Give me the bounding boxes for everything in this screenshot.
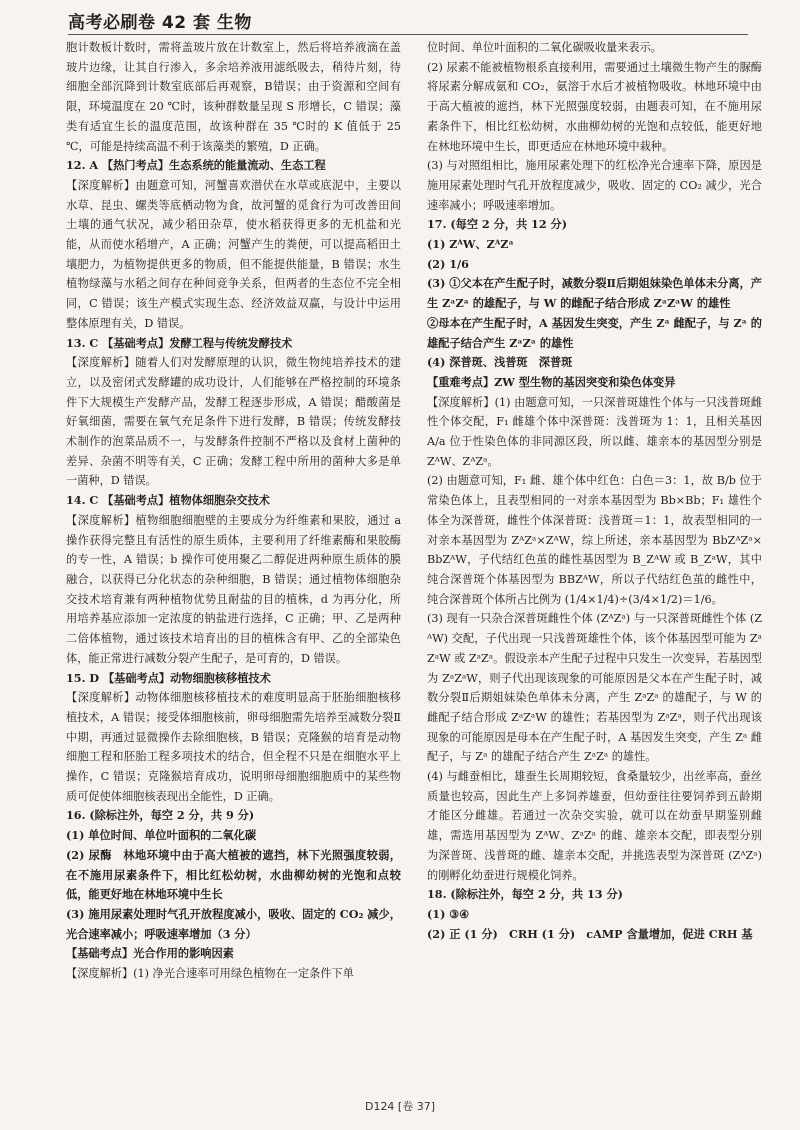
- q17-answer-4: (4) 深普斑、浅普斑 深普斑: [427, 355, 573, 370]
- q14-answer-line: 14. C 【基础考点】植物体细胞杂交技术: [66, 493, 270, 508]
- page-header: [68, 8, 748, 35]
- q14-explanation: 【深度解析】植物细胞细胞壁的主要成分为纤维素和果胶，通过 a 操作获得完整且有活性的原生质体，主要利用了纤维素酶和果胶酶的专一性，A 错误；b 操作可使用聚乙二醇促进两种原生质体的膜融合，以获得已分化状态的杂种细胞，B 错误；通过植物体细胞杂交技术培育兼有两种植物优势且耐盐的目的植株，d 为再分化，所用培养基应添加一定浓度的钠盐进行选择，C 正确；甲、乙是两种二倍体植物，通过该技术培育出的目的植株含有甲、乙的全部染色体，能正常进行减数分裂产生配子，是可育的，D 错误。: [66, 513, 401, 665]
- q17-answer-3a: (3) ①父本在产生配子时，减数分裂Ⅱ后期姐妹染色单体未分离，产生 ZᵃZᵃ 的雄配子，与 W 的雌配子结合形成 ZᵃZᵃW 的雄性: [427, 276, 762, 311]
- q17-explanation-1: 【深度解析】(1) 由题意可知，一只深普斑雄性个体与一只浅普斑雌性个体交配，F₁ 雌雄个体中深普斑：浅普斑为 1：1，且相关基因 A/a 位于性染色体的非同源区段，所以雌、雄亲本的基因型分别是 ZᴬW、ZᴬZᵃ。: [427, 395, 762, 468]
- q13-answer-line: 13. C 【基础考点】发酵工程与传统发酵技术: [66, 335, 293, 350]
- q17-answer-1: (1) ZᴬW、ZᴬZᵃ: [427, 237, 514, 252]
- left-column: [66, 38, 401, 984]
- q15-explanation: 【深度解析】动物体细胞核移植技术的难度明显高于胚胎细胞核移植技术，A 错误；接受体细胞核前，卵母细胞需先培养至减数分裂Ⅱ中期，再通过显微操作去除细胞核，B 错误；克隆猴的培育是动物细胞工程和胚胎工程多项技术的结合，但全程不只是在细胞水平上操作，C 错误；克隆猴培育成功，说明卵母细胞细胞质中的某些物质可促使体细胞核表现出全能性，D 正确。: [66, 691, 401, 803]
- q17-explanation-4: (4) 与雌蚕相比，雄蚕生长周期较短，食桑量较少，出丝率高，蚕丝质量也较高，因此生产上多饲养雄蚕，但幼蚕往往要饲养到五龄期才能区分雌雄。若通过一次杂交实验，就可以在幼蚕早期鉴别雌雄，需选用基因型为 ZᴬW、ZᵃZᵃ 的雌、雄亲本交配，即表型分别为深普斑、浅普斑的雌、雄亲本交配，并挑选表型为深普斑 (ZᴬZᵃ) 的刚孵化幼蚕进行规模化饲养。: [427, 770, 762, 882]
- q17-answer-2: (2) 1/6: [427, 256, 469, 271]
- q15-answer-line: 15. D 【基础考点】动物细胞核移植技术: [66, 670, 271, 685]
- q16-answer-3: (3) 施用尿素处理时气孔开放程度减小，吸收、固定的 CO₂ 减少，光合速率减小；呼吸速率增加（3 分）: [66, 906, 401, 941]
- q13-explanation: 【深度解析】随着人们对发酵原理的认识，微生物纯培养技术的建立，以及密闭式发酵罐的成功设计，人们能够在严格控制的环境条件下大规模生产发酵产品，发酵工程逐步形成，A 错误；醋酸菌是好氧细菌，需要在氧气充足条件下进行发酵，B 错误；传统发酵技术制作的泡菜品质不一，与发酵条件控制不严格以及食材上菌种的差异、杂菌不明等有关，C 正确；发酵工程中所用的菌种大多是单一菌种，D 错误。: [66, 356, 401, 488]
- q11-continuation: 胞计数板计数时，需将盖玻片放在计数室上，然后将培养液滴在盖玻片边缘，让其自行渗入，多余培养液用滤纸吸去，稍待片刻，待细胞全部沉降到计数室底部后再观察，B错误；由于资源和空间有限，环境温度在 20 ℃时，该种群数量呈现 S 形增长，C 错误；藻类有适宜生长的温度范围，故该种群在 35 ℃时的 K 值低于 25 ℃，可能是持续高温不利于该藻类的繁殖，D 正确。: [66, 41, 401, 153]
- q16-explanation-1: 位时间、单位叶面积的二氧化碳吸收量来表示。: [427, 41, 662, 54]
- q16-explanation-3: (3) 与对照组相比，施用尿素处理下的红松净光合速率下降，原因是施用尿素处理时气孔开放程度减少，吸收、固定的 CO₂ 减少，光合速率减小；呼吸速率增加。: [427, 159, 762, 212]
- q16-explanation-start: 【深度解析】(1) 净光合速率可用绿色植物在一定条件下单: [66, 967, 354, 981]
- q18-answer-1: (1) ③④: [427, 906, 470, 921]
- q16-answer-1: (1) 单位时间、单位叶面积的二氧化碳: [66, 828, 257, 843]
- q17-explanation-2: (2) 由题意可知，F₁ 雌、雄个体中红色：白色＝3：1，故 B/b 位于常染色体上，且表型相同的一对亲本基因型为 Bb×Bb；F₁ 雄性个体全为深普斑，雌性个体深普斑：浅普斑＝1：1，故表型相同的一对亲本基因型为 ZᴬZᵃ×ZᴬW，综上所述，亲本基因型为 BbZᴬZᵃ×BbZᴬW，子代结红色茧的雌性基因型为 B_ZᴬW 或 B_ZᵃW，其中纯合深普斑个体基因型为 BBZᴬW，所以子代结红色茧的雌性中，纯合深普斑个体所占比例为 (1/4×1/4)÷(3/4×1/2)＝1/6。: [427, 474, 762, 606]
- q18-header: 18. (除标注外，每空 2 分，共 13 分): [427, 887, 623, 902]
- page-footer: D124 [卷 37]: [364, 1100, 436, 1113]
- q12-explanation: 【深度解析】由题意可知，河蟹喜欢潜伏在水草或底泥中，主要以水草、昆虫、螺类等底栖动物为食，故河蟹的觅食行为可改善田间土壤的通气状况，减少稻田杂草，使水稻获得更多的无机盐和光能，从而使水稻增产，A 正确；河蟹产生的粪便，可以提高稻田土壤肥力，为植物提供更多的物质，但不能提供能量，B 错误；水生植物绿藻与水稻之间存在种间竞争关系，但两者的生态位不完全相同，C 错误；该生产模式实现生态、经济效益双赢，与设计中运用整体原理有关，D 错误。: [66, 178, 401, 330]
- q17-answer-3b: ②母本在产生配子时，A 基因发生突变，产生 Zᵃ 雌配子，与 Zᵃ 的雄配子结合产生 ZᵃZᵃ 的雄性: [427, 315, 762, 350]
- q17-explanation-3: (3) 现有一只杂合深普斑雌性个体 (ZᴬZᵃ) 与一只深普斑雌性个体 (ZᴬW) 交配，子代出现一只浅普斑雄性个体，该个体基因型可能为 ZᵃZᵃW 或 ZᵃZᵃ。假设亲本产生配子过程中只发生一次变异，若基因型为 ZᵃZᵃW，则子代出现该现象的可能原因是父本在产生配子时，减数分裂Ⅱ后期姐妹染色单体未分离，产生 ZᵃZᵃ 的雄配子，与 W 的雌配子结合形成 ZᵃZᵃW 的雄性；若基因型为 ZᵃZᵃ，则子代出现该现象的可能原因是母本在产生配子时，A 基因发生突变，产生 Zᵃ 雌配子，与 Zᵃ 的雄配子结合产生 ZᵃZᵃ 的雄性。: [427, 612, 762, 764]
- q16-answer-2: (2) 尿酶 林地环境中由于高大植被的遮挡，林下光照强度较弱，在不施用尿素条件下，相比红松幼树，水曲柳幼树的光饱和点较低，能更好地在林地环境中生长: [66, 847, 401, 902]
- q17-header: 17. (每空 2 分，共 12 分): [427, 217, 568, 232]
- q16-explanation-2: (2) 尿素不能被植物根系直接利用，需要通过土壤微生物产生的脲酶将尿素分解成氨和 CO₂，氨溶于水后才被植物吸收。林地环境中由于高大植被的遮挡，林下光照强度较弱，由题表可知，在不施用尿素条件下，相比红松幼树，水曲柳幼树的光饱和点较低，能更好地在林地环境中生长，即更适应在林地环境中栽种。: [427, 60, 762, 153]
- q16-topic: 【基础考点】光合作用的影响因素: [66, 946, 234, 961]
- q17-topic: 【重难考点】ZW 型生物的基因突变和染色体变异: [427, 374, 676, 389]
- book-title: 高考必刷卷 42 套 生物: [68, 13, 252, 33]
- right-column: [427, 38, 762, 944]
- q12-answer-line: 12. A 【热门考点】生态系统的能量流动、生态工程: [66, 158, 326, 173]
- q16-header: 16. (除标注外，每空 2 分，共 9 分): [66, 808, 255, 823]
- q18-answer-2: (2) 正 (1 分) CRH (1 分) cAMP 含量增加，促进 CRH 基: [427, 926, 753, 941]
